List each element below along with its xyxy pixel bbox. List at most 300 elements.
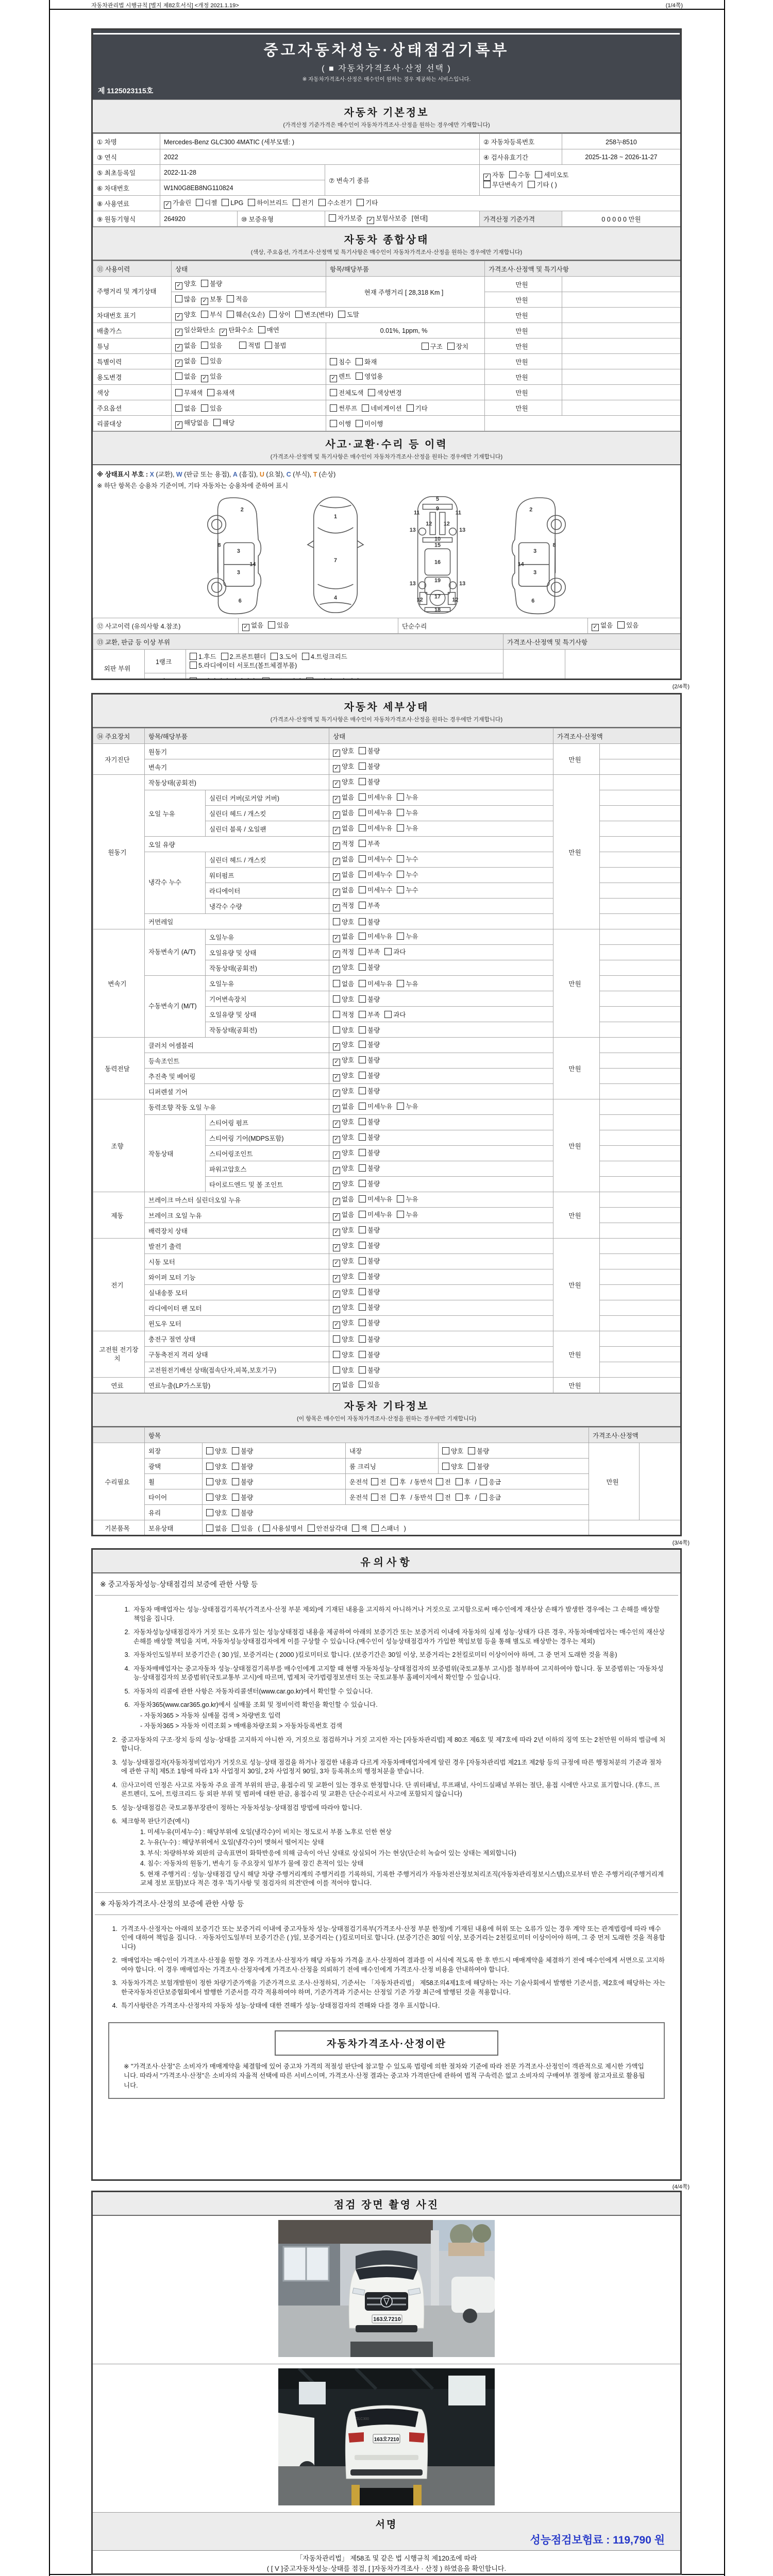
cell-text: 만원 xyxy=(515,281,528,289)
checkbox-option xyxy=(213,419,234,427)
section-accident-header xyxy=(93,431,680,465)
table-row xyxy=(93,1443,682,1459)
page-block-2 xyxy=(91,693,682,1536)
checkbox-icon: ✓ xyxy=(592,624,599,631)
checkbox-icon: ✓ xyxy=(333,827,340,834)
table-cell xyxy=(600,744,682,759)
table-cell xyxy=(553,744,600,775)
checkbox-label: 부족 xyxy=(367,1011,380,1019)
checkbox-label: 미세누유 xyxy=(367,825,393,832)
checkbox-option xyxy=(206,1479,227,1486)
checkbox-option xyxy=(397,887,418,894)
checkbox-option xyxy=(164,199,191,207)
table-cell xyxy=(172,292,326,308)
damage-symbol: T xyxy=(313,471,317,478)
checkbox-label: 누유 xyxy=(406,1196,418,1203)
checkbox-option xyxy=(207,389,234,397)
checkbox-option xyxy=(617,622,638,629)
cell-text: ⑩ 보증유형 xyxy=(241,215,274,223)
checkbox-icon xyxy=(359,1149,366,1156)
checkbox-icon xyxy=(359,1164,366,1172)
table-cell xyxy=(93,277,172,308)
table-cell xyxy=(93,618,239,634)
checkbox-label: 미세누유 xyxy=(367,933,393,940)
checkbox-label: 매연 xyxy=(266,327,279,334)
checkbox-option xyxy=(447,343,468,350)
table-row xyxy=(93,338,682,354)
checkbox-icon xyxy=(293,199,300,206)
checkbox-label: 양호 xyxy=(215,1447,228,1455)
checkbox-icon xyxy=(359,902,366,909)
checkbox-label: 불량 xyxy=(477,1447,490,1455)
car-diagram-top xyxy=(297,494,374,616)
checkbox-label: 썬루프 xyxy=(339,404,358,412)
cell-text: 배력장치 상태 xyxy=(148,1227,188,1235)
checkbox-icon: ✓ xyxy=(330,375,337,382)
notice-b-items xyxy=(95,1915,678,2015)
table-cell xyxy=(329,960,553,976)
table-cell xyxy=(562,338,682,354)
table-cell xyxy=(398,618,588,634)
table-cell xyxy=(329,1038,553,1053)
checkbox-icon xyxy=(262,677,270,681)
checkbox-icon xyxy=(456,1494,463,1501)
checkbox-icon xyxy=(397,824,404,832)
checkbox-option xyxy=(359,1258,380,1265)
cell-text: ) xyxy=(404,1524,406,1532)
checkbox-icon: ✓ xyxy=(333,1151,340,1159)
checkbox-icon xyxy=(201,404,208,412)
checkbox-option xyxy=(333,840,354,848)
table-cell xyxy=(145,1038,329,1053)
table-cell xyxy=(485,400,562,416)
checkbox-option xyxy=(397,1103,418,1110)
checkbox-label: 불량 xyxy=(241,1447,254,1455)
checkbox-label: 세미오토 xyxy=(544,171,569,179)
cell-text: 제동 xyxy=(111,1212,124,1219)
checkbox-label: 양호 xyxy=(342,1258,355,1265)
checkbox-icon: ✓ xyxy=(333,1043,340,1050)
section-title: 점검 장면 촬영 사진 xyxy=(333,2199,440,2211)
checkbox-option xyxy=(333,1336,354,1343)
table-cell xyxy=(325,165,480,196)
checkbox-option xyxy=(357,199,378,207)
checkbox-icon xyxy=(190,662,197,669)
checkbox-label: 해당없음 xyxy=(184,419,209,427)
checkbox-icon xyxy=(201,280,208,287)
checkbox-label: 가솔린 xyxy=(173,199,192,207)
checkbox-label: 양호 xyxy=(215,1478,228,1486)
checkbox-icon xyxy=(371,1494,378,1501)
checkbox-option xyxy=(318,199,352,207)
checkbox-label: 불량 xyxy=(367,995,380,1003)
diagram-part-number: 5 xyxy=(435,496,440,502)
checkbox-icon: ✓ xyxy=(220,329,227,336)
table-cell xyxy=(600,1300,682,1316)
checkbox-icon xyxy=(359,1257,366,1264)
checkbox-icon xyxy=(359,793,366,801)
checkbox-label: 영업용 xyxy=(364,373,383,380)
checkbox-icon xyxy=(330,404,337,412)
table-row xyxy=(93,1428,682,1443)
table-cell xyxy=(145,837,329,852)
cell-text: ⑥ 차대번호 xyxy=(97,184,129,192)
checkbox-option xyxy=(456,1494,470,1501)
data-table xyxy=(93,618,682,634)
table-cell xyxy=(206,899,329,914)
checkbox-option xyxy=(175,358,196,365)
checkbox-icon: ✓ xyxy=(175,421,182,429)
cell-text: 라디에이터 팬 모터 xyxy=(148,1304,202,1312)
cell-text: 작동상태 xyxy=(148,1150,174,1158)
checkbox-label: 미세누수 xyxy=(367,856,393,863)
checkbox-label: 불량 xyxy=(367,1304,380,1311)
diagram-part-number: 3 xyxy=(237,548,240,555)
table-cell xyxy=(329,976,553,991)
title-divider-line xyxy=(93,33,680,35)
checkbox-label: 상이 xyxy=(278,311,291,318)
checkbox-option xyxy=(175,296,196,303)
checkbox-label: 불량 xyxy=(241,1463,254,1470)
checkbox-label: 자가보증 xyxy=(338,215,363,222)
checkbox-icon xyxy=(333,995,340,1003)
cell-text: 스티어링조인트 xyxy=(209,1150,253,1158)
table-cell xyxy=(93,323,172,338)
checkbox-icon xyxy=(330,389,337,396)
table-cell xyxy=(329,991,553,1007)
checkbox-label: 없음 xyxy=(342,887,355,894)
checkbox-icon: ✓ xyxy=(333,1167,340,1174)
checkbox-label: 디젤 xyxy=(205,199,217,207)
checkbox-icon xyxy=(239,342,246,349)
table-cell xyxy=(329,1146,553,1161)
table-cell xyxy=(172,354,326,369)
checkbox-icon: ✓ xyxy=(201,375,208,382)
checkbox-icon: ✓ xyxy=(367,217,374,224)
checkbox-option xyxy=(359,1180,380,1188)
checkbox-label: 있음 xyxy=(210,358,223,365)
checkbox-label: 없음 xyxy=(184,373,197,380)
cell-text: 만원 xyxy=(515,374,528,381)
cell-text: 자기진단 xyxy=(105,756,130,764)
checkbox-icon xyxy=(397,793,404,801)
damage-symbol-label: (손상) xyxy=(317,471,336,478)
checkbox-option xyxy=(333,856,354,863)
checkbox-icon xyxy=(362,404,369,412)
table-cell xyxy=(565,650,682,681)
checkbox-option xyxy=(221,653,266,660)
checkbox-label: 불량 xyxy=(241,1509,254,1517)
notice-item: 2. 매매업자는 매수인이 가격조사·산정을 원할 경우 가격조사·산정자가 해당 자동차 가격을 조사·산정하여 결과를 이 서식에 적도록 한 후 반드시 매매계약을 체결하기 전에 매수인에게 서면으로 고지하여야 합니다. 이 경우 매매업자는 가격조사·산정자에게 가격조사·산정을 의뢰하기 전에 매수인에게 가격조사·산정 비용을 안내하여야 합니다. xyxy=(112,1957,665,1973)
cell-text: 파워고압호스 xyxy=(209,1165,247,1173)
checkbox-option xyxy=(372,1525,399,1532)
checkbox-label: 없음 xyxy=(342,871,355,878)
table-cell xyxy=(145,1099,329,1115)
table-cell xyxy=(172,385,326,400)
cell-text: 휠 xyxy=(148,1478,155,1486)
table-cell xyxy=(600,806,682,821)
section-photos-header xyxy=(93,2192,680,2216)
checkbox-icon xyxy=(468,1447,475,1454)
checkbox-label: 과다 xyxy=(393,1011,406,1019)
checkbox-option xyxy=(397,794,418,801)
cell-text: 가격조사·산정액 xyxy=(557,733,603,740)
checkbox-label: 훼손(오손) xyxy=(236,311,265,318)
checkbox-icon xyxy=(359,762,366,770)
table-cell xyxy=(329,744,553,759)
checkbox-label: 유채색 xyxy=(216,389,235,397)
table-cell xyxy=(562,354,682,369)
checkbox-option xyxy=(206,1448,227,1455)
diagram-part-number: 3 xyxy=(533,569,537,576)
table-row xyxy=(93,134,682,149)
page-marker-1: (1/4쪽) xyxy=(665,3,683,9)
table-cell xyxy=(329,1115,553,1130)
checkbox-label: 전 xyxy=(444,1494,451,1501)
table-cell xyxy=(93,261,172,277)
cell-text: ⑤ 최초등록일 xyxy=(97,169,136,177)
checkbox-icon xyxy=(359,1211,366,1218)
notice-item: 3. 자동차인도일부터 보증기간은 ( 30 )일, 보증거리는 ( 2000 )킬로미터로 합니다. (보증기간은 30일 이상, 보증거리는 2천킬로미터 이상이어야 하며, 그 중 먼저 도래한 것을 적용) xyxy=(124,1651,617,1658)
checkbox-option xyxy=(397,1211,418,1218)
table-cell xyxy=(238,211,325,227)
checkbox-option xyxy=(206,1510,227,1517)
checkbox-label: 양호 xyxy=(342,1088,355,1095)
checkbox-label: 불량 xyxy=(367,748,380,755)
table-cell xyxy=(160,165,325,180)
table-row xyxy=(93,323,682,338)
checkbox-icon xyxy=(359,855,366,862)
checkbox-icon xyxy=(359,980,366,987)
checkbox-option xyxy=(359,856,392,863)
cell-text: / xyxy=(475,1494,477,1501)
checkbox-label: 불량 xyxy=(367,1134,380,1141)
section-subtitle: (이 항목은 매수인이 자동차가격조사·산정을 원하는 경우에만 기재합니다) xyxy=(296,1416,477,1422)
cell-text: 운전석 xyxy=(349,1478,368,1486)
table-cell xyxy=(160,196,682,211)
checkbox-option xyxy=(368,389,401,397)
cell-text: [현대] xyxy=(411,215,428,222)
table-cell xyxy=(145,744,329,759)
table-cell xyxy=(600,883,682,899)
table-cell xyxy=(600,1269,682,1285)
checkbox-icon: ✓ xyxy=(333,796,340,803)
checkbox-label: 보험사보증 xyxy=(376,215,407,222)
checkbox-label: 부족 xyxy=(367,948,380,956)
cell-text xyxy=(156,678,172,681)
table-cell xyxy=(600,1022,682,1038)
table-cell xyxy=(329,868,553,883)
checkbox-option xyxy=(480,1494,501,1501)
table-cell xyxy=(562,369,682,385)
checkbox-option xyxy=(333,919,354,926)
checkbox-option xyxy=(359,1242,380,1249)
table-cell xyxy=(325,211,480,227)
table-row xyxy=(93,634,682,650)
checkbox-option xyxy=(330,373,351,380)
table-cell xyxy=(206,991,329,1007)
table-cell xyxy=(600,1254,682,1269)
data-table xyxy=(93,634,682,680)
checkbox-icon xyxy=(391,1478,398,1485)
etc-info-table xyxy=(93,1427,680,1536)
table-cell xyxy=(145,1443,203,1459)
cell-text: 만원 xyxy=(568,1382,581,1389)
price-survey-select-line: ( ■ 자동차가격조사·산정 선택 ) xyxy=(322,64,451,73)
checkbox-label: 있음 xyxy=(241,1524,254,1532)
checkbox-option xyxy=(480,1479,501,1486)
table-cell xyxy=(93,1239,145,1331)
checkbox-option xyxy=(201,373,222,380)
table-cell xyxy=(206,1022,329,1038)
table-cell xyxy=(326,323,485,338)
checkbox-label: 적정 xyxy=(342,902,355,909)
checkbox-icon: ✓ xyxy=(333,1213,340,1221)
table-cell xyxy=(93,165,160,180)
checkbox-label: 후 xyxy=(464,1478,470,1486)
cell-text: 가격조사·산정액 및 특기사항 xyxy=(507,638,588,646)
checkbox-icon xyxy=(190,677,197,681)
checkbox-label: 있음 xyxy=(210,342,223,349)
checkbox-option xyxy=(359,887,392,894)
checkbox-label: 이행 xyxy=(339,420,351,428)
cell-text: 만원 xyxy=(568,1142,581,1150)
table-cell xyxy=(326,400,485,416)
checkbox-icon xyxy=(359,840,366,847)
section-title: 자동차 세부상태 xyxy=(344,702,429,713)
cell-text: 충전구 절연 상태 xyxy=(148,1335,196,1343)
table-cell xyxy=(329,1007,553,1022)
table-cell xyxy=(589,1520,682,1536)
notice-item: 2. 중고자동차의 구조·장치 등의 성능·상태를 고지하지 아니한 자, 거짓으로 점검하거나 거짓 고지한 자는 [자동차관리법] 제 80조 제6호 및 제7호에 따라 2년 이하의 징역 또는 2천만원 이하의 벌금에 처합니다. xyxy=(112,1736,666,1752)
checkbox-label: 미세누유 xyxy=(367,809,393,817)
cell-text: 작동상태(공회전) xyxy=(209,1026,257,1034)
table-cell xyxy=(485,308,562,323)
table-cell xyxy=(439,1459,589,1474)
table-cell xyxy=(329,1378,553,1393)
checkbox-icon xyxy=(258,326,265,333)
table-row xyxy=(93,416,682,431)
checkbox-label: 누유 xyxy=(406,1211,418,1218)
checkbox-option xyxy=(222,199,243,207)
checkbox-label: 양호 xyxy=(342,1118,355,1126)
table-row xyxy=(93,277,682,292)
checkbox-icon xyxy=(263,1524,270,1532)
cell-text: 유리 xyxy=(148,1509,161,1517)
checkbox-icon xyxy=(359,1319,366,1326)
table-cell xyxy=(93,385,172,400)
checkbox-option xyxy=(263,1525,303,1532)
checkbox-icon xyxy=(617,621,625,629)
checkbox-option xyxy=(227,311,265,318)
damage-symbol-label: (판금 또는 용접), xyxy=(182,471,233,478)
checkbox-label: 후 xyxy=(399,1478,406,1486)
table-cell xyxy=(206,1177,329,1192)
notice-b-heading: ※ 자동차가격조사·산정의 보증에 관한 사항 등 xyxy=(95,1892,678,1915)
checkbox-icon xyxy=(359,1072,366,1079)
table-cell xyxy=(329,790,553,806)
table-cell xyxy=(145,1474,203,1489)
checkbox-option xyxy=(397,825,418,832)
checkbox-label: 전기 xyxy=(301,199,314,207)
cell-text: 만원 xyxy=(515,312,528,319)
table-cell xyxy=(172,416,326,431)
table-cell xyxy=(553,929,600,1038)
checkbox-icon xyxy=(397,1211,404,1218)
checkbox-icon xyxy=(442,1447,449,1454)
checkbox-icon: ✓ xyxy=(333,1275,340,1282)
table-row xyxy=(93,1239,682,1254)
cell-text: 항목 xyxy=(148,1432,161,1439)
table-cell xyxy=(485,292,562,308)
car-diagram-underbody xyxy=(399,494,476,616)
table-cell xyxy=(145,1084,329,1099)
section-notice-header xyxy=(93,1550,680,1573)
checkbox-icon xyxy=(397,886,404,893)
section-subtitle: (색상, 주요옵션, 가격조사·산정액 및 특기사항은 매수인이 자동차가격조사·산정을 원하는 경우에만 기재합니다) xyxy=(250,249,523,256)
table-cell xyxy=(326,369,485,385)
cell-text: 현재 주행거리 [ 28,318 Km ] xyxy=(364,289,444,296)
checkbox-option xyxy=(359,1118,380,1126)
checkbox-icon xyxy=(442,1463,449,1470)
table-row xyxy=(93,775,682,790)
table-cell xyxy=(329,1099,553,1115)
checkbox-icon xyxy=(359,1133,366,1141)
checkbox-option xyxy=(333,794,354,801)
checkbox-label: 2.프론트휀더 xyxy=(229,653,266,660)
table-cell xyxy=(145,775,329,790)
table-cell xyxy=(329,1300,553,1316)
checkbox-option xyxy=(201,405,222,412)
checkbox-option xyxy=(359,1211,392,1218)
checkbox-option xyxy=(333,1027,354,1034)
cell-text: 가격조사·산정액 및 특기사항 xyxy=(489,265,569,273)
checkbox-label: 장치 xyxy=(456,343,468,350)
cell-text: 실린더 커버(로커암 커버) xyxy=(209,794,280,802)
cell-text: 가격산정 기준가격 xyxy=(483,215,535,223)
checkbox-icon: ✓ xyxy=(201,298,208,305)
cell-text: 디퍼렌셜 기어 xyxy=(148,1088,188,1096)
checkbox-option xyxy=(333,1289,354,1296)
section-subtitle: (가격산정 기준가격은 매수인이 자동차가격조사·산정을 원하는 경우에만 기재합니다) xyxy=(283,122,490,128)
checkbox-option xyxy=(352,1525,367,1532)
table-cell xyxy=(93,775,145,929)
table-cell xyxy=(600,1099,682,1115)
table-cell xyxy=(145,1428,589,1443)
checkbox-icon xyxy=(232,1463,239,1470)
checkbox-option xyxy=(359,1027,380,1034)
checkbox-icon xyxy=(222,199,229,206)
checkbox-icon xyxy=(397,1103,404,1110)
page-marker-2: (2/4쪽) xyxy=(672,684,690,690)
checkbox-label: 기타 ( ) xyxy=(536,181,557,189)
checkbox-icon xyxy=(308,1524,315,1532)
basic-info-table xyxy=(93,133,680,227)
cell-text: 광택 xyxy=(148,1463,161,1470)
table-cell xyxy=(329,837,553,852)
cell-text: 와이퍼 모터 기능 xyxy=(148,1274,196,1281)
table-cell xyxy=(600,1239,682,1254)
panel-rank-table xyxy=(93,634,680,680)
table-cell xyxy=(93,211,160,227)
table-cell xyxy=(145,728,329,744)
table-cell xyxy=(562,211,682,227)
table-cell xyxy=(326,261,485,277)
diagram-part-number: 11 xyxy=(455,510,462,516)
checkbox-option xyxy=(359,1103,392,1110)
checkbox-label: 양호 xyxy=(342,748,355,755)
table-cell xyxy=(553,728,682,744)
